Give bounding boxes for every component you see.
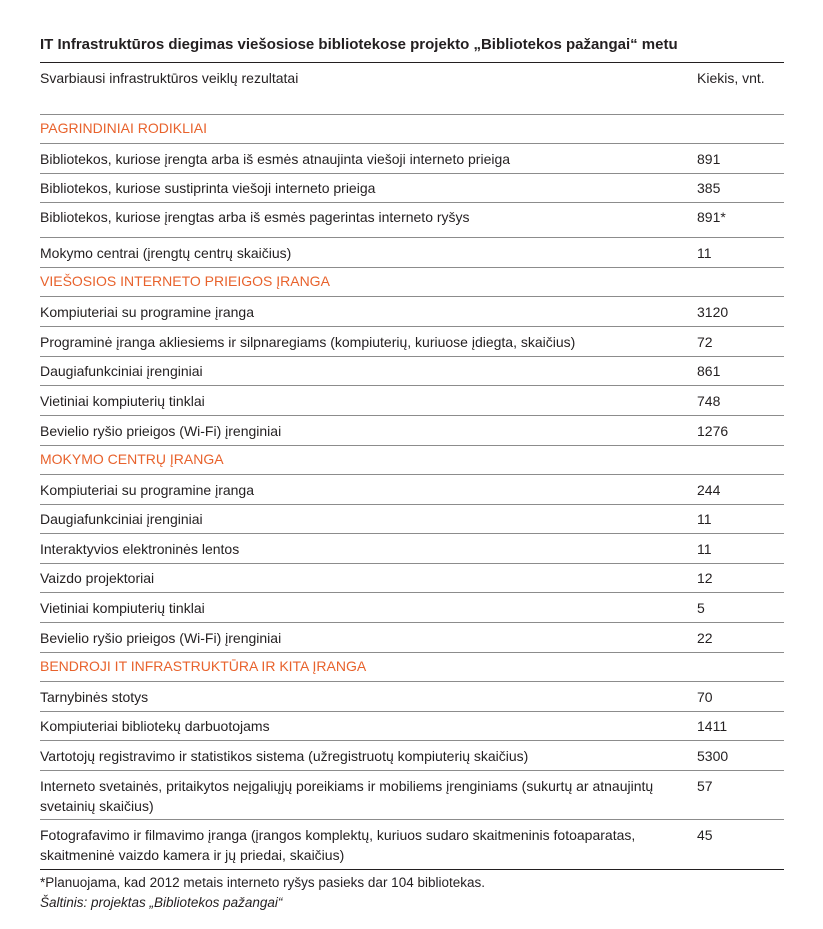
column-header-quantity: Kiekis, vnt. [697, 70, 765, 86]
row-label: Daugiafunkciniai įrenginiai [40, 363, 203, 379]
row-value: 11 [697, 541, 712, 557]
row-label: Mokymo centrai (įrengtų centrų skaičius) [40, 245, 292, 261]
row-divider [40, 533, 784, 534]
row-label: Vietiniai kompiuterių tinklai [40, 600, 205, 616]
row-label: Kompiuteriai su programine įranga [40, 304, 254, 320]
row-value: 891* [697, 209, 726, 225]
row-divider [40, 267, 784, 268]
row-divider [40, 681, 784, 682]
row-divider [40, 202, 784, 203]
row-value: 861 [697, 363, 721, 379]
row-label: Kompiuteriai su programine įranga [40, 482, 254, 498]
footnote: *Planuojama, kad 2012 metais interneto ryšys pasieks dar 104 bibliotekas. [40, 875, 485, 890]
table-bottom-rule [40, 869, 784, 870]
row-divider [40, 356, 784, 357]
row-label: Kompiuteriai bibliotekų darbuotojams [40, 718, 270, 734]
row-divider [40, 445, 784, 446]
row-divider [40, 740, 784, 741]
row-divider [40, 563, 784, 564]
row-label: Bibliotekos, kuriose įrengta arba iš esmės atnaujinta viešoji interneto prieiga [40, 151, 511, 167]
row-value: 5 [697, 600, 705, 616]
row-label: Vietiniai kompiuterių tinklai [40, 393, 205, 409]
header-rule [40, 114, 784, 115]
row-value: 244 [697, 482, 721, 498]
row-label: Bevielio ryšio prieigos (Wi-Fi) įrenginiai [40, 423, 282, 439]
row-value: 45 [697, 827, 713, 843]
row-label: Vaizdo projektoriai [40, 570, 155, 586]
title-rule [40, 62, 784, 63]
section-title: PAGRINDINIAI RODIKLIAI [40, 120, 207, 136]
row-value: 1276 [697, 423, 729, 439]
row-value: 385 [697, 180, 721, 196]
row-value: 12 [697, 570, 713, 586]
row-label: Fotografavimo ir filmavimo įranga (įrangos komplektų, kuriuos sudaro skaitmeninis fotoaparatas, skaitmeninė vaizdo kamera ir jų priedai, skaičius) [40, 827, 636, 863]
row-divider [40, 326, 784, 327]
row-value: 3120 [697, 304, 729, 320]
row-label: Interaktyvios elektroninės lentos [40, 541, 240, 557]
row-value: 11 [697, 245, 712, 261]
row-divider [40, 711, 784, 712]
row-divider [40, 415, 784, 416]
row-value: 5300 [697, 748, 729, 764]
row-divider [40, 385, 784, 386]
row-label: Programinė įranga akliesiems ir silpnaregiams (kompiuterių, kuriuose įdiegta, skaičius) [40, 334, 576, 350]
source-note: Šaltinis: projektas „Bibliotekos pažangai“ [40, 895, 283, 910]
row-label: Vartotojų registravimo ir statistikos sistema (užregistruotų kompiuterių skaičius) [40, 748, 529, 764]
row-divider [40, 173, 784, 174]
section-title: BENDROJI IT INFRASTRUKTŪRA IR KITA ĮRANGA [40, 658, 367, 674]
row-divider [40, 770, 784, 771]
row-label: Bibliotekos, kuriose sustiprinta viešoji interneto prieiga [40, 180, 376, 196]
row-divider [40, 143, 784, 144]
row-label: Bevielio ryšio prieigos (Wi-Fi) įrenginiai [40, 630, 282, 646]
row-value: 57 [697, 778, 713, 794]
row-value: 11 [697, 511, 712, 527]
row-label: Interneto svetainės, pritaikytos neįgaliųjų poreikiams ir mobiliems įrenginiams (sukurtų ar atnaujintų svetainių skaičius) [40, 778, 654, 814]
row-value: 22 [697, 630, 713, 646]
section-title: VIEŠOSIOS INTERNETO PRIEIGOS ĮRANGA [40, 273, 330, 289]
table-title: IT Infrastruktūros diegimas viešosiose bibliotekose projekto „Bibliotekos pažangai“ metu [40, 36, 678, 53]
row-divider [40, 504, 784, 505]
row-divider [40, 652, 784, 653]
row-value: 72 [697, 334, 713, 350]
row-divider [40, 622, 784, 623]
row-label: Daugiafunkciniai įrenginiai [40, 511, 203, 527]
row-divider [40, 474, 784, 475]
row-value: 891 [697, 151, 721, 167]
row-divider [40, 592, 784, 593]
column-header-results: Svarbiausi infrastruktūros veiklų rezultatai [40, 70, 299, 86]
row-divider [40, 296, 784, 297]
row-label: Tarnybinės stotys [40, 689, 149, 705]
row-divider [40, 237, 784, 238]
row-value: 1411 [697, 718, 728, 734]
row-label: Bibliotekos, kuriose įrengtas arba iš esmės pagerintas interneto ryšys [40, 209, 470, 225]
section-title: MOKYMO CENTRŲ ĮRANGA [40, 451, 224, 467]
row-divider [40, 819, 784, 820]
row-value: 748 [697, 393, 721, 409]
row-value: 70 [697, 689, 713, 705]
